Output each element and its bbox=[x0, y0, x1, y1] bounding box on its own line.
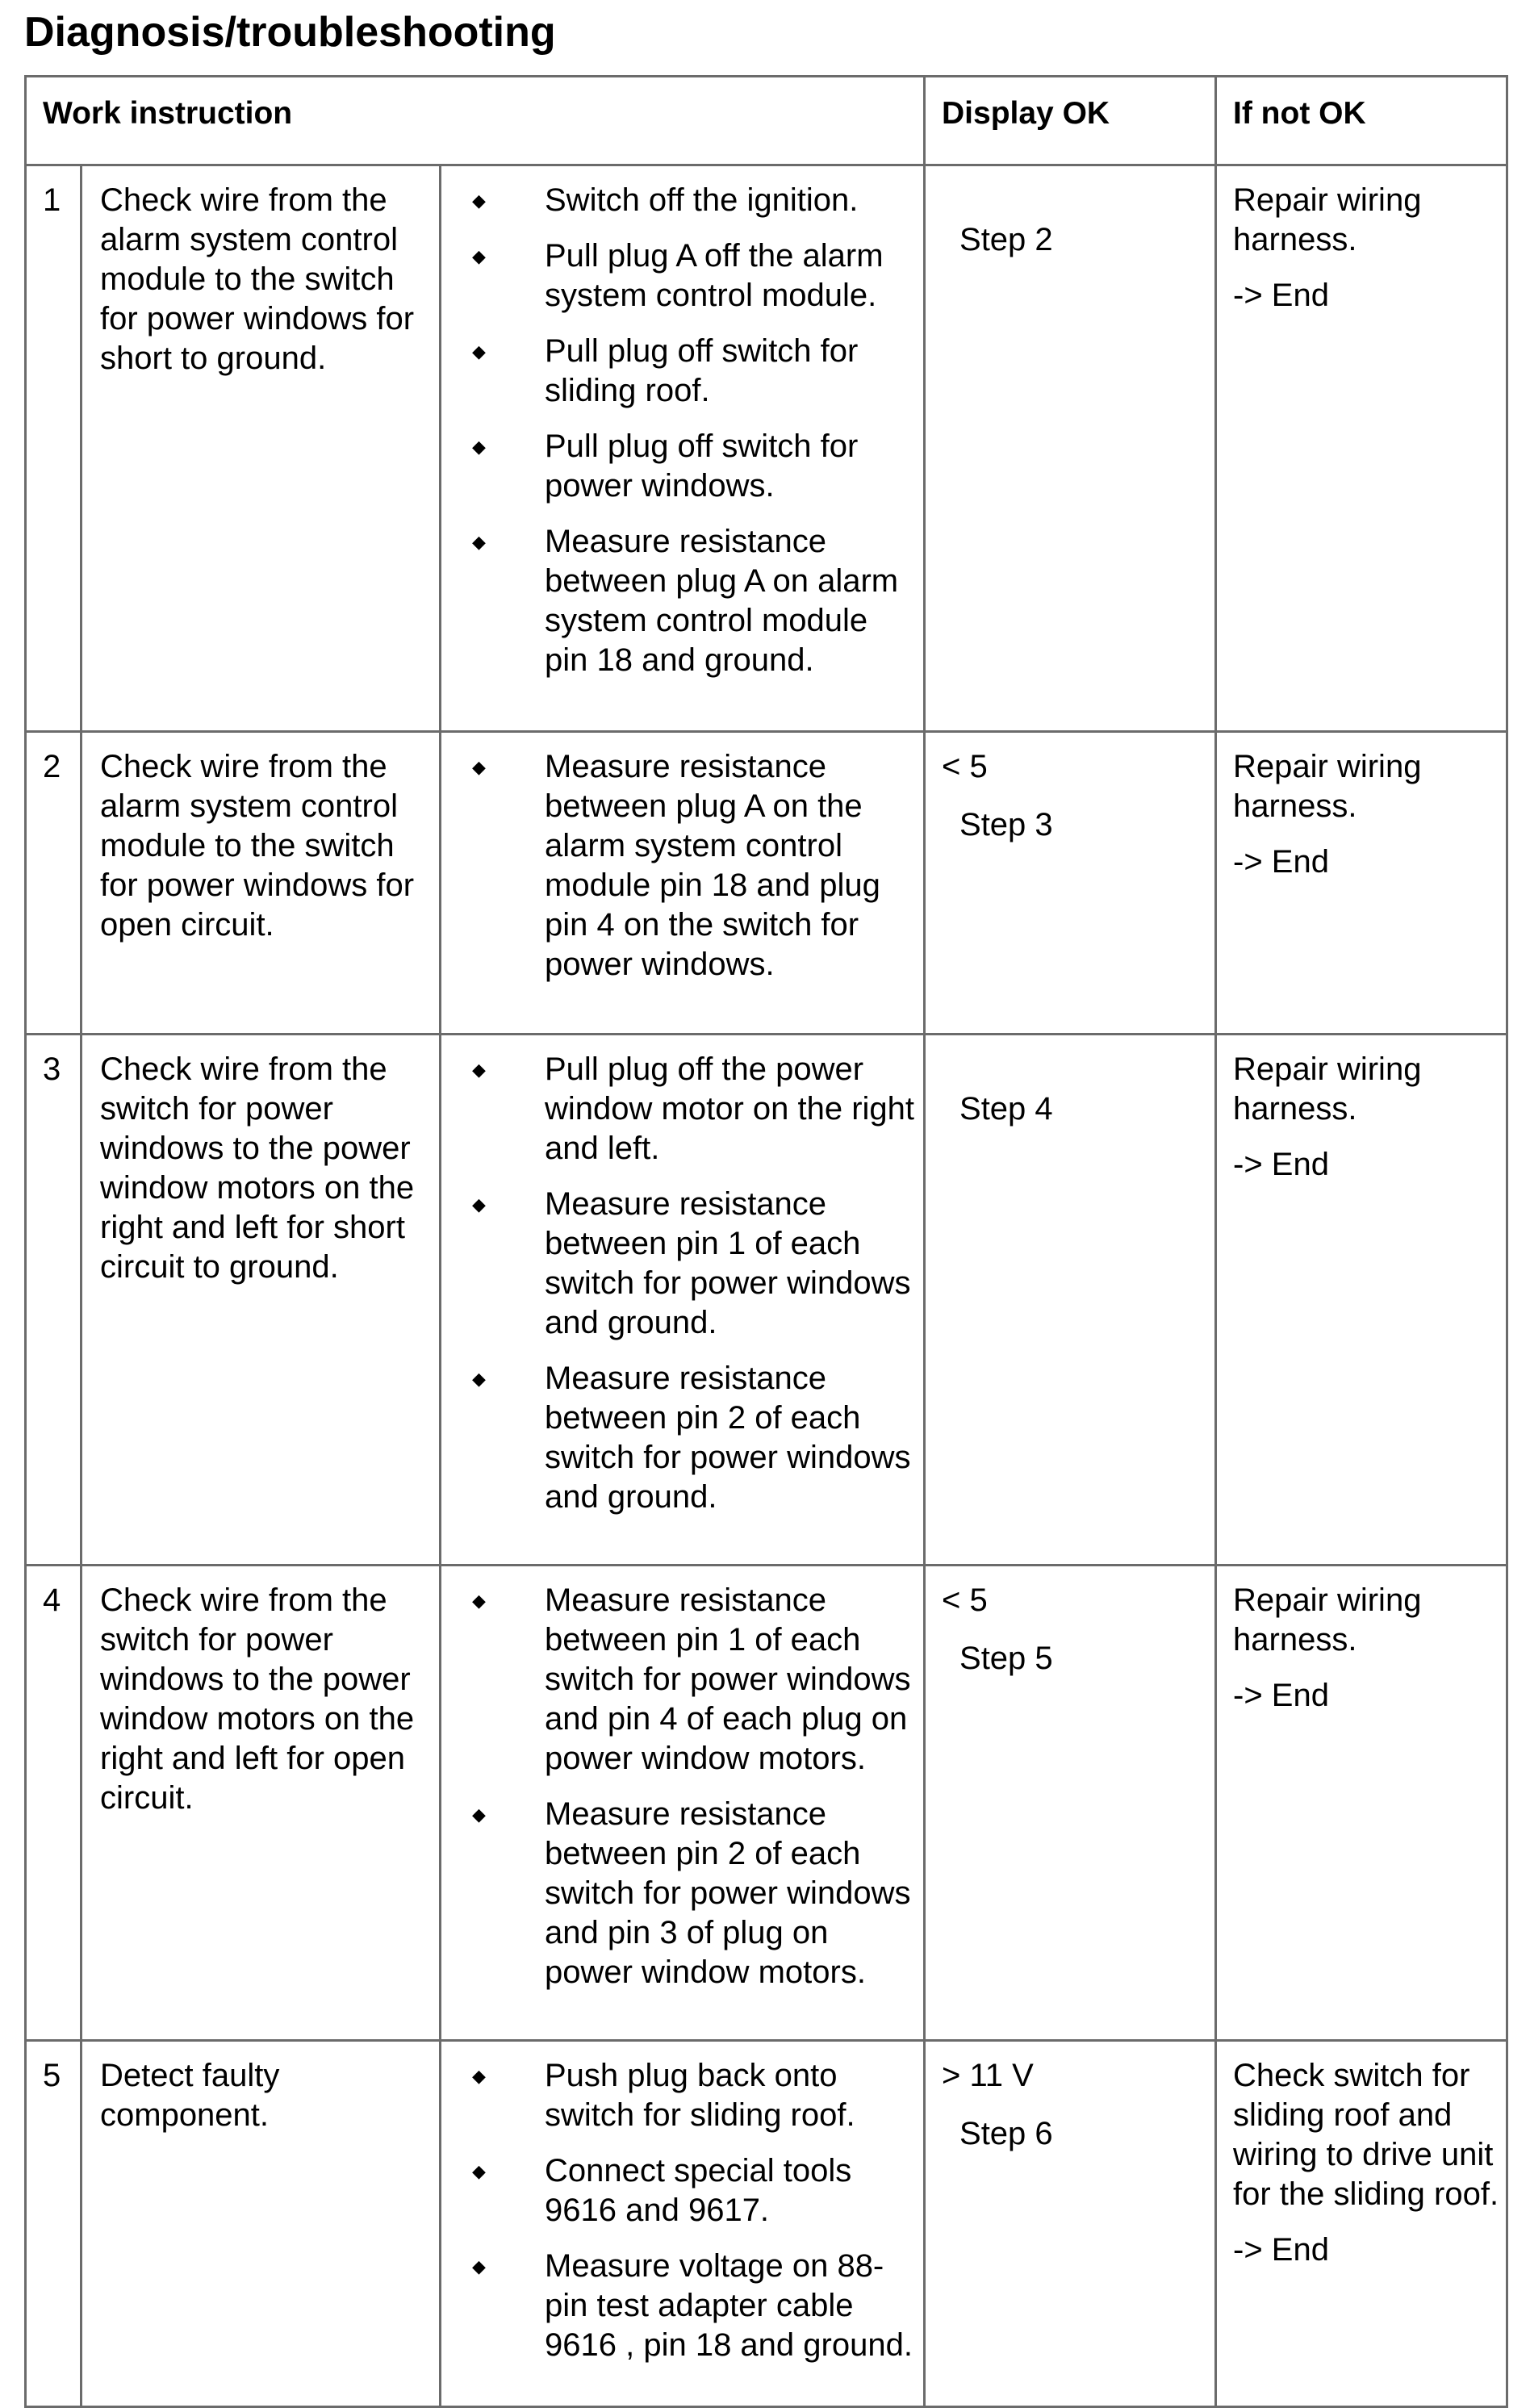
instruction-item: ◆ Pull plug off switch for sliding roof. bbox=[472, 333, 859, 408]
diamond-bullet-icon: ◆ bbox=[472, 1194, 486, 1214]
step-description: Check wire from the alarm system control module to the switch for power windows for open circuit. bbox=[82, 732, 441, 1035]
troubleshooting-table bbox=[24, 75, 1508, 2408]
step-number: 2 bbox=[26, 732, 82, 1035]
instruction-item: ◆ Pull plug off the power window motor on the right and left. bbox=[472, 1051, 915, 1166]
not-ok-end: -> End bbox=[1233, 844, 1329, 880]
table-row bbox=[26, 1035, 1507, 1566]
instruction-list-cell bbox=[441, 165, 925, 732]
if-not-ok-cell bbox=[1216, 165, 1507, 732]
not-ok-end: -> End bbox=[1233, 278, 1329, 313]
diamond-bullet-icon: ◆ bbox=[472, 532, 486, 552]
step-number: 1 bbox=[26, 165, 82, 732]
instruction-item: ◆ Measure resistance between pin 1 of each switch for power windows and pin 4 of each plug on power window motors. bbox=[472, 1582, 911, 1776]
step-number: 4 bbox=[26, 1566, 82, 2041]
step-description: Check wire from the alarm system control module to the switch for power windows for short to ground. bbox=[82, 165, 441, 732]
instruction-item: ◆ Measure resistance between pin 2 of each switch for power windows and pin 3 of plug on power window motors. bbox=[472, 1796, 911, 1990]
instruction-list bbox=[456, 181, 917, 680]
instruction-item: ◆ Measure resistance between plug A on alarm system control module pin 18 and ground. bbox=[472, 524, 899, 678]
step-description: Detect faulty component. bbox=[82, 2041, 441, 2407]
page-title: Diagnosis/troubleshooting bbox=[24, 9, 556, 56]
table-row bbox=[26, 1566, 1507, 2041]
display-step: Step 3 bbox=[959, 807, 1053, 842]
instruction-list bbox=[456, 1581, 917, 1992]
instruction-list bbox=[456, 747, 917, 985]
diamond-bullet-icon: ◆ bbox=[472, 246, 486, 266]
instruction-item: ◆ Pull plug A off the alarm system control module. bbox=[472, 238, 884, 313]
if-not-ok-cell bbox=[1216, 1566, 1507, 2041]
table-row bbox=[26, 165, 1507, 732]
diamond-bullet-icon: ◆ bbox=[472, 341, 486, 362]
instruction-item: ◆ Connect special tools 9616 and 9617. bbox=[472, 2153, 852, 2228]
step-description: Check wire from the switch for power windows to the power window motors on the right and left for short circuit to ground. bbox=[82, 1035, 441, 1566]
diamond-bullet-icon: ◆ bbox=[472, 1804, 486, 1825]
display-ok-cell bbox=[925, 1035, 1216, 1566]
diamond-bullet-icon: ◆ bbox=[472, 757, 486, 777]
instruction-list bbox=[456, 1050, 917, 1517]
instruction-list-cell bbox=[441, 732, 925, 1035]
display-ok-cell bbox=[925, 2041, 1216, 2407]
header-display-ok: Display OK bbox=[925, 77, 1216, 165]
if-not-ok-cell bbox=[1216, 732, 1507, 1035]
instruction-item: ◆ Switch off the ignition. bbox=[456, 181, 917, 220]
instruction-list-cell bbox=[441, 2041, 925, 2407]
instruction-item: ◆ Measure resistance between pin 1 of each switch for power windows and ground. bbox=[472, 1186, 911, 1340]
not-ok-end: -> End bbox=[1233, 2232, 1329, 2268]
table-row bbox=[26, 732, 1507, 1035]
instruction-item: ◆ Measure resistance between pin 2 of each switch for power windows and ground. bbox=[472, 1361, 911, 1515]
diamond-bullet-icon: ◆ bbox=[472, 190, 486, 211]
not-ok-end: -> End bbox=[1233, 1678, 1329, 1713]
header-if-not-ok: If not OK bbox=[1216, 77, 1507, 165]
instruction-item: ◆ Pull plug off switch for power windows. bbox=[472, 429, 859, 504]
diamond-bullet-icon: ◆ bbox=[472, 2066, 486, 2086]
header-work-instruction: Work instruction bbox=[26, 77, 925, 165]
not-ok-text: Repair wiring harness. bbox=[1233, 749, 1422, 824]
step-number: 5 bbox=[26, 2041, 82, 2407]
not-ok-text: Repair wiring harness. bbox=[1233, 182, 1422, 257]
diamond-bullet-icon: ◆ bbox=[472, 1369, 486, 1389]
step-description: Check wire from the switch for power windows to the power window motors on the right and left for open circuit. bbox=[82, 1566, 441, 2041]
if-not-ok-cell bbox=[1216, 2041, 1507, 2407]
not-ok-text: Repair wiring harness. bbox=[1233, 1051, 1422, 1127]
diamond-bullet-icon: ◆ bbox=[472, 1060, 486, 1080]
instruction-item: ◆ Measure resistance between plug A on the alarm system control module pin 18 and plug pin 4 on the switch for power windows. bbox=[472, 749, 880, 982]
step-number: 3 bbox=[26, 1035, 82, 1566]
instruction-item: ◆ Measure voltage on 88-pin test adapter cable 9616 , pin 18 and ground. bbox=[472, 2248, 913, 2363]
display-value: < 5 bbox=[942, 1582, 988, 1618]
instruction-list-cell bbox=[441, 1035, 925, 1566]
display-ok-cell bbox=[925, 1566, 1216, 2041]
table-row bbox=[26, 2041, 1507, 2407]
display-step: Step 2 bbox=[959, 222, 1053, 257]
display-ok-cell bbox=[925, 732, 1216, 1035]
diamond-bullet-icon: ◆ bbox=[472, 437, 486, 457]
instruction-list bbox=[456, 2056, 917, 2365]
instruction-item: ◆ Push plug back onto switch for sliding roof. bbox=[472, 2058, 855, 2133]
display-value: > 11 V bbox=[942, 2058, 1034, 2093]
display-step: Step 5 bbox=[959, 1641, 1053, 1676]
diamond-bullet-icon: ◆ bbox=[472, 2161, 486, 2181]
display-value: < 5 bbox=[942, 749, 988, 784]
not-ok-text: Check switch for sliding roof and wiring to drive unit for the sliding roof. bbox=[1233, 2058, 1499, 2212]
not-ok-text: Repair wiring harness. bbox=[1233, 1582, 1422, 1658]
display-step: Step 6 bbox=[959, 2116, 1053, 2151]
display-ok-cell bbox=[925, 165, 1216, 732]
diamond-bullet-icon: ◆ bbox=[472, 1591, 486, 1611]
not-ok-end: -> End bbox=[1233, 1147, 1329, 1182]
instruction-list-cell bbox=[441, 1566, 925, 2041]
table-header-row bbox=[26, 77, 1507, 165]
diamond-bullet-icon: ◆ bbox=[472, 2256, 486, 2276]
display-step: Step 4 bbox=[959, 1091, 1053, 1127]
if-not-ok-cell bbox=[1216, 1035, 1507, 1566]
